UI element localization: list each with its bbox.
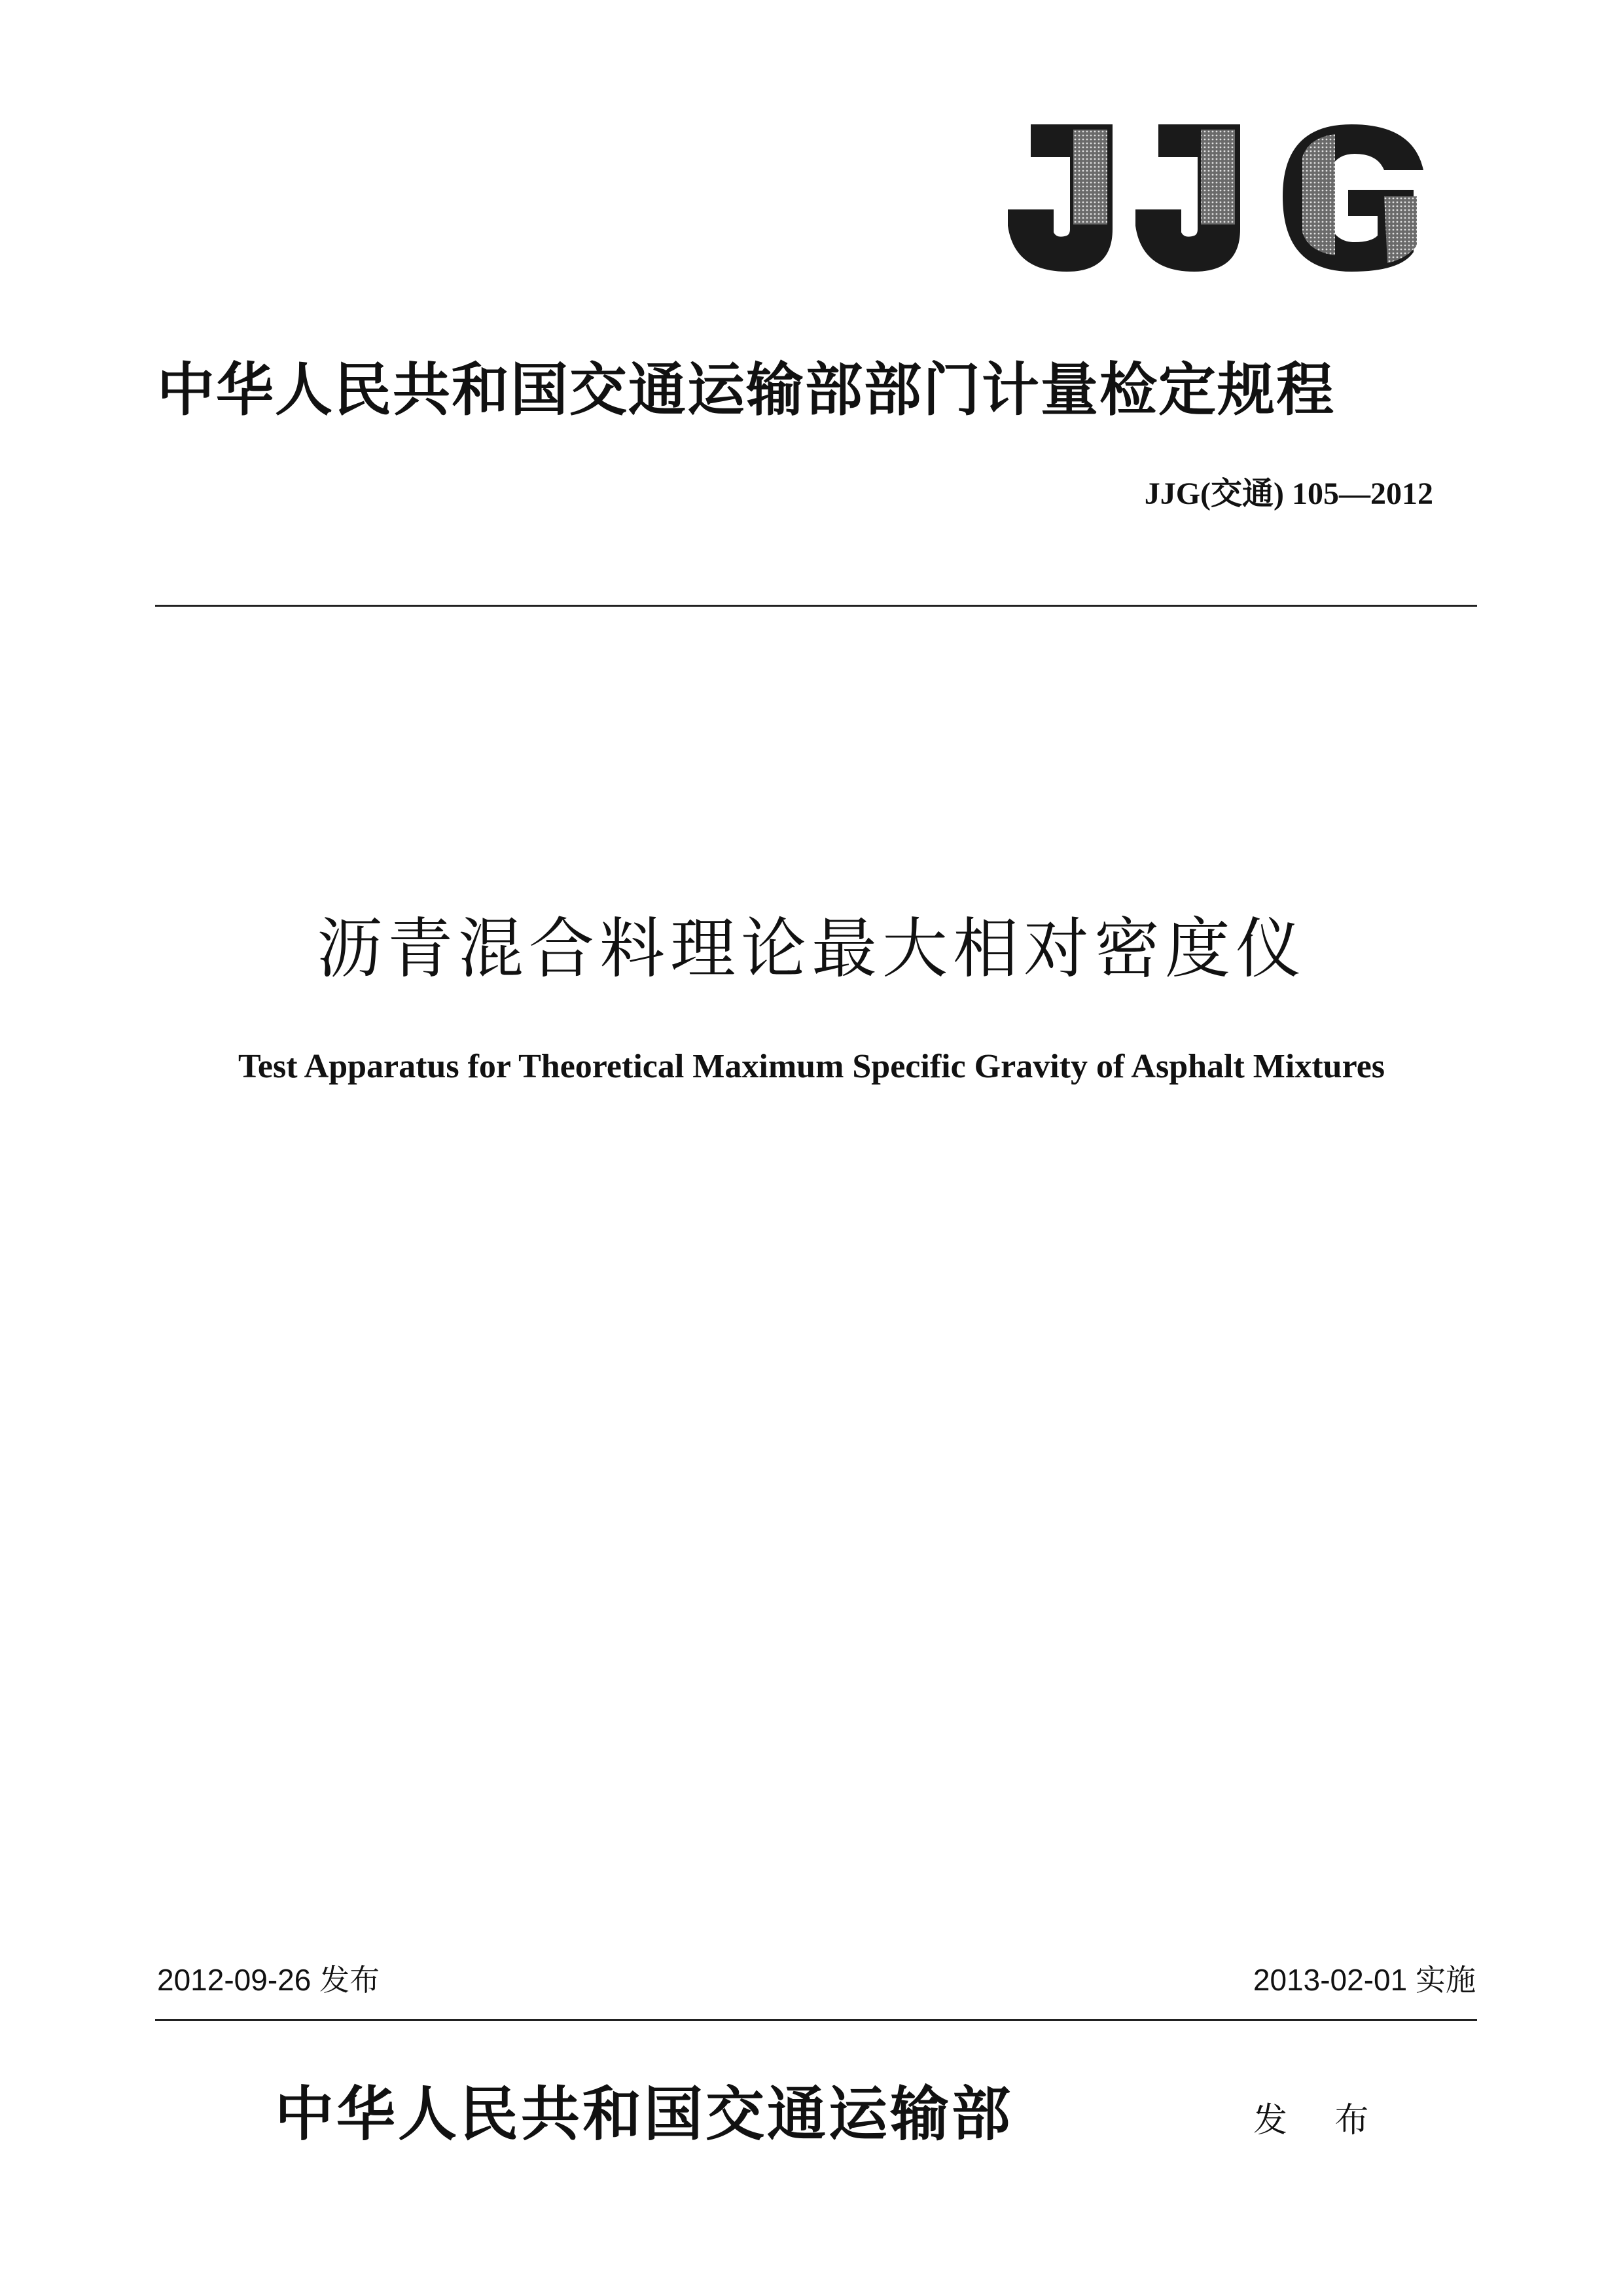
top-divider [155,605,1477,607]
logo-letter-g [1283,124,1423,272]
logo-letter-j-first [1008,124,1113,272]
issuer-heading: 中华人民共和国交通运输部部门计量检定规程 [157,355,1336,423]
release-date: 2012-09-26 发布 [157,1963,380,1997]
publisher-name: 中华人民共和国交通运输部 [275,2079,1013,2149]
bottom-divider [155,2019,1477,2021]
logo-letter-j-second [1135,124,1240,272]
document-title-cn: 沥青混合料理论最大相对密度仪 [317,910,1306,987]
standard-code: JJG(交通) 105—2012 [1144,476,1433,511]
publish-label: 发 布 [1253,2101,1387,2140]
jjg-logo [995,118,1440,281]
effective-date: 2013-02-01 实施 [1253,1963,1476,1997]
document-title-en: Test Apparatus for Theoretical Maximum Specific Gravity of Asphalt Mixtures [238,1048,1385,1085]
